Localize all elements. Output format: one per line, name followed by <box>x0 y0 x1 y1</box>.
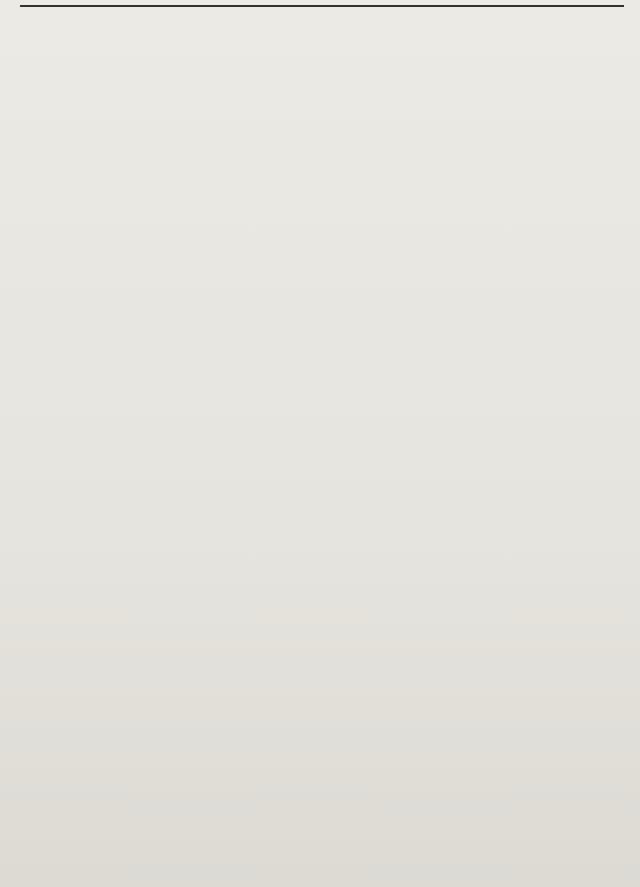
col-header-python <box>74 6 321 7</box>
code-comparison-table <box>20 5 624 7</box>
col-header-cpp <box>321 6 624 7</box>
col-header-line <box>21 6 74 7</box>
